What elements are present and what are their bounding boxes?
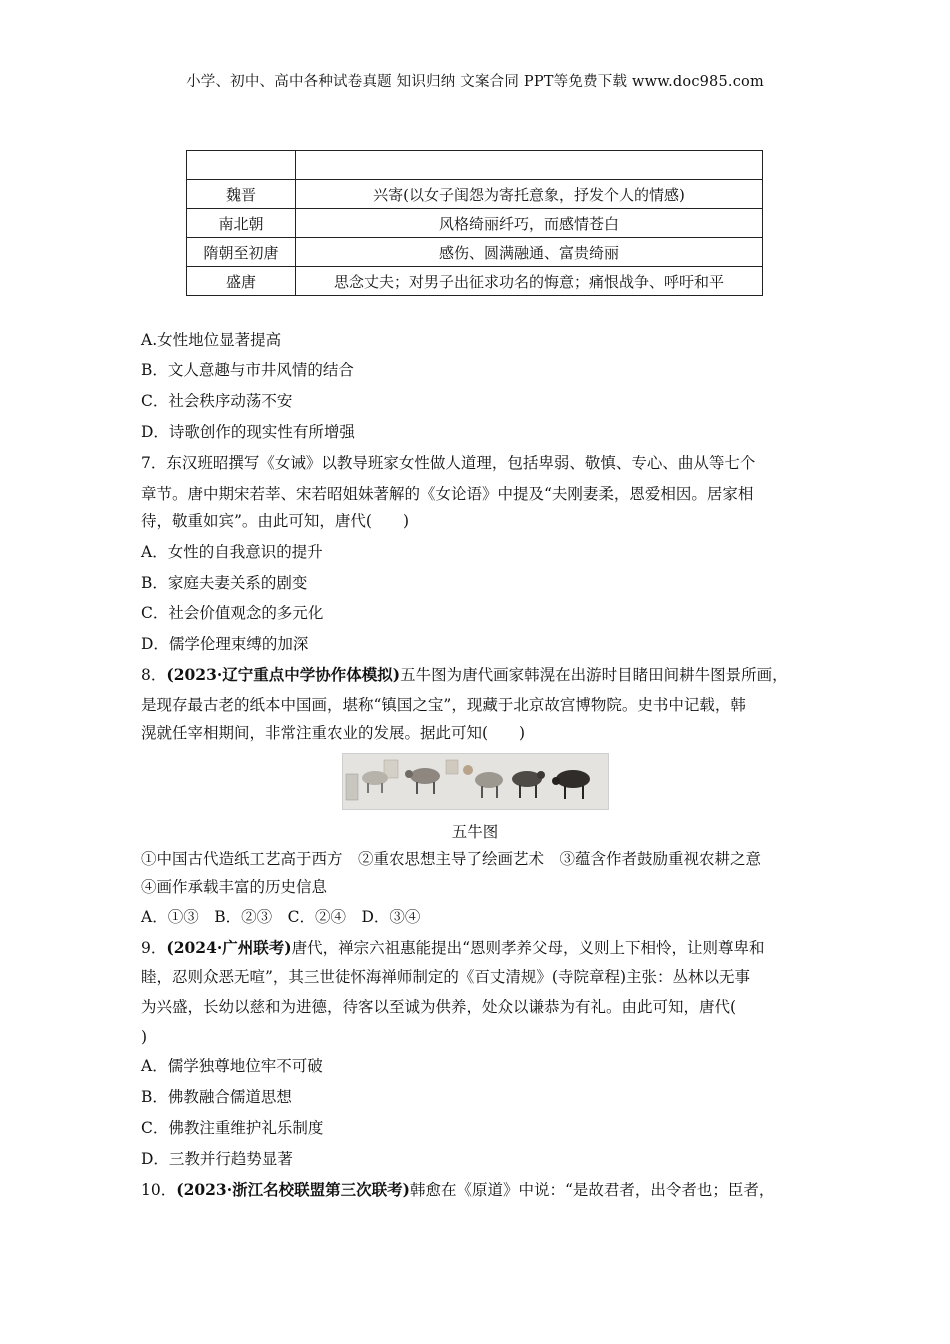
- q7-stem-line2: 章节。唐中期宋若莘、宋若昭姐妹著解的《女论语》中提及“夫刚妻柔，恩爱相因。居家相: [141, 485, 754, 503]
- q6-option-d: D．诗歌创作的现实性有所增强: [141, 423, 355, 441]
- q9-number: 9．: [141, 939, 167, 957]
- table-cell-era: 隋朝至初唐: [187, 238, 296, 267]
- q9-stem-text: 唐代，禅宗六祖惠能提出“恩则孝养父母，义则上下相怜，让则尊卑和: [291, 939, 765, 957]
- q7-stem-line1: 7．东汉班昭撰写《女诫》以教导班家女性做人道理，包括卑弱、敬慎、专心、曲从等七个: [141, 454, 756, 472]
- q10-stem-line1: [141, 1179, 774, 1201]
- q6-option-b: B．文人意趣与市井风情的结合: [141, 361, 354, 379]
- q9-source: (2024·广州联考): [166, 938, 292, 957]
- five-oxen-painting: [342, 753, 609, 810]
- table-row: [187, 209, 763, 238]
- q7-option-c: C．社会价值观念的多元化: [141, 604, 324, 622]
- q10-source: (2023·浙江名校联盟第三次联考): [176, 1180, 410, 1199]
- q8-number: 8．: [141, 666, 167, 684]
- table-row: [187, 180, 763, 209]
- figure-caption: 五牛图: [451, 823, 499, 841]
- q6-option-c: C．社会秩序动荡不安: [141, 392, 293, 410]
- q9-option-c: C．佛教注重维护礼乐制度: [141, 1119, 324, 1137]
- q8-options: A．①③ B．②③ C．②④ D．③④: [141, 908, 421, 926]
- table-cell: [187, 151, 296, 180]
- q8-statements-line2: ④画作承载丰富的历史信息: [141, 878, 328, 896]
- q9-stem-line4: ): [141, 1028, 148, 1046]
- q8-source: (2023·辽宁重点中学协作体模拟): [166, 665, 401, 684]
- table-row: [187, 267, 763, 296]
- q9-stem-line3: 为兴盛，长幼以慈和为进德，待客以至诚为供养，处众以谦恭为有礼。由此可知，唐代(: [141, 998, 737, 1016]
- table-cell-era: 盛唐: [187, 267, 296, 296]
- era-table: [186, 150, 763, 296]
- q10-stem-text: 韩愈在《原道》中说：“是故君者，出令者也；臣者，: [409, 1181, 775, 1199]
- q9-stem-line1: [141, 937, 765, 959]
- painting-drawing: [343, 754, 608, 809]
- q9-option-a: A．儒学独尊地位牢不可破: [141, 1057, 323, 1075]
- q6-option-a: A.女性地位显著提高: [141, 331, 282, 349]
- q9-option-b: B．佛教融合儒道思想: [141, 1088, 292, 1106]
- q7-option-d: D．儒学伦理束缚的加深: [141, 635, 309, 653]
- q7-option-a: A．女性的自我意识的提升: [141, 543, 323, 561]
- q9-option-d: D．三教并行趋势显著: [141, 1150, 293, 1168]
- q8-stem-text: 五牛图为唐代画家韩滉在出游时目睹田间耕牛图景所画，: [400, 666, 788, 684]
- q8-stem-line1: [141, 664, 788, 686]
- q8-statements-line1: ①中国古代造纸工艺高于西方 ②重农思想主导了绘画艺术 ③蕴含作者鼓励重视农耕之意: [141, 850, 762, 868]
- table-cell: [296, 151, 763, 180]
- table-cell-era: 魏晋: [187, 180, 296, 209]
- table-header-row: [187, 151, 763, 180]
- q9-stem-line2: 睦，忍则众恶无喧”，其三世徒怀海禅师制定的《百丈清规》(寺院章程)主张：丛林以无事: [141, 968, 751, 986]
- q8-stem-line2: 是现存最古老的纸本中国画，堪称“镇国之宝”，现藏于北京故宫博物院。史书中记载，韩: [141, 696, 746, 714]
- table-row: [187, 238, 763, 267]
- table-cell-era: 南北朝: [187, 209, 296, 238]
- table-cell-feature: 风格绮丽纤巧，而感情苍白: [296, 209, 763, 238]
- q8-stem-line3: 滉就任宰相期间，非常注重农业的发展。据此可知( ): [141, 724, 526, 742]
- q10-number: 10．: [141, 1181, 177, 1199]
- q7-stem-line3: 待，敬重如宾”。由此可知，唐代( ): [141, 512, 410, 530]
- table-cell-feature: 兴寄(以女子闺怨为寄托意象，抒发个人的情感): [296, 180, 763, 209]
- table-cell-feature: 感伤、圆满融通、富贵绮丽: [296, 238, 763, 267]
- page-header: 小学、初中、高中各种试卷真题 知识归纳 文案合同 PPT等免费下载 www.doc985.com: [186, 74, 764, 90]
- table-cell-feature: 思念丈夫；对男子出征求功名的悔意；痛恨战争、呼吁和平: [296, 267, 763, 296]
- q7-option-b: B．家庭夫妻关系的剧变: [141, 574, 308, 592]
